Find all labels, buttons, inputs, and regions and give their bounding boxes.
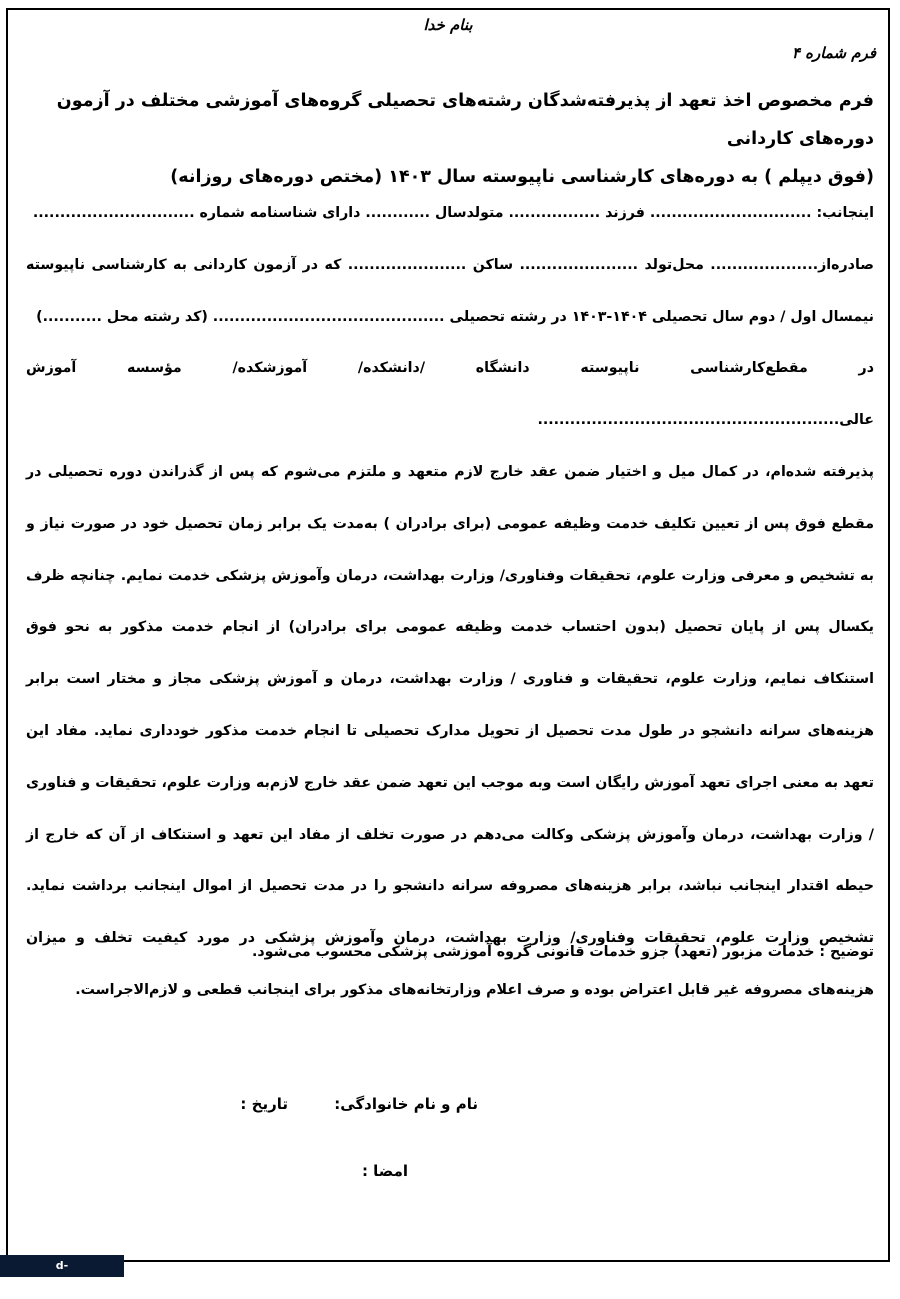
explanation-note: توضیح : خدمات مزبور (تعهد) جزو خدمات قانونی گروه آموزشی پزشکی محسوب می‌شود.: [252, 944, 874, 960]
university-line: در مقطع‌کارشناسی ناپیوسته دانشگاه /دانشکده/ آموزشکده/ مؤسسه آموزش عالی........................................................: [26, 360, 874, 429]
applicant-info-line: اینجانب: .............................. فرزند ................. متولدسال ............ دارای شناسنامه شماره ..............................: [32, 205, 874, 221]
site-watermark: d-hamedan.nus.ac.ir: [0, 1255, 124, 1277]
form-number: فرم شماره ۴: [791, 44, 876, 62]
form-title-line-2: (فوق دیپلم ) به دوره‌های کارشناسی ناپیوسته سال ۱۴۰۳ (مختص دوره‌های روزانه): [170, 167, 874, 187]
commitment-body: [26, 188, 874, 1017]
form-border: [6, 8, 890, 1262]
full-name-label: نام و نام خانوادگی:: [334, 1095, 478, 1113]
commitment-paragraph: پذیرفته شده‌ام، در کمال میل و اختیار ضمن عقد خارج لازم متعهد و ملتزم می‌شوم که پس از گذراندن دوره تحصیلی در مقطع فوق پس از تعیین تکلیف خدمت وظیفه عمومی (برای برادران ) به‌مدت یک برابر زمان تحصیل خود در صورت نیاز و به تشخیص و معرفی وزارت علوم، تحقیقات وفناوری/ وزارت بهداشت، درمان وآموزش پزشکی خدمت نمایم. چنانچه ظرف یکسال پس از پایان تحصیل (بدون احتساب خدمت وظیفه عمومی برای برادران) از انجام خدمت مذکور به نحو فوق استنکاف نمایم، وزارت علوم، تحقیقات و فناوری / وزارت بهداشت، درمان و آموزش پزشکی مجاز و مختار است برابر هزینه‌های سرانه دانشجو در طول مدت تحصیل از تحویل مدارک تحصیلی تا انجام خدمت مذکور خودداری نماید. مفاد این تعهد به معنی اجرای تعهد آموزش رایگان است وبه موجب این تعهد ضمن عقد خارج لازم‌به وزارت علوم، تحقیقات و فناوری / وزارت بهداشت، درمان وآموزش پزشکی وکالت می‌دهم در صورت تخلف از مفاد این تعهد و استنکاف از آن که خارج از حیطه اقتدار اینجانب نباشد، برابر هزینه‌های مصروفه سرانه دانشجو را در مدت تحصیل از اموال اینجانب برداشت نماید. تشخیص وزارت علوم، تحقیقات وفناوری/ وزارت بهداشت، درمان وآموزش پزشکی در مورد کیفیت تخلف و میزان هزینه‌های مصروفه غیر قابل اعتراض بوده و صرف اعلام وزارتخانه‌های مذکور برای اینجانب قطعی و لازم‌الاجراست.: [26, 463, 874, 998]
date-label: تاریخ :: [240, 1095, 288, 1113]
issuance-residence-line: صادره‌از.................... محل‌تولد ...................... ساکن ...................... که در آزمون کاردانی به کارشناسی ناپیوسته نیمسال اول / دوم سال تحصیلی ۱۴۰۴-۱۴۰۳ در رشته تحصیلی ........................................... (کد رشته محل ...........): [26, 256, 874, 325]
header-invocation: بنام خدا: [423, 16, 473, 34]
form-title: [26, 82, 874, 196]
signature-label: امضا :: [361, 1162, 408, 1180]
form-title-line-1: فرم مخصوص اخذ تعهد از پذیرفته‌شدگان رشته‌های تحصیلی گروه‌های آموزشی مختلف در آزمون دوره‌های کاردانی: [56, 91, 874, 149]
